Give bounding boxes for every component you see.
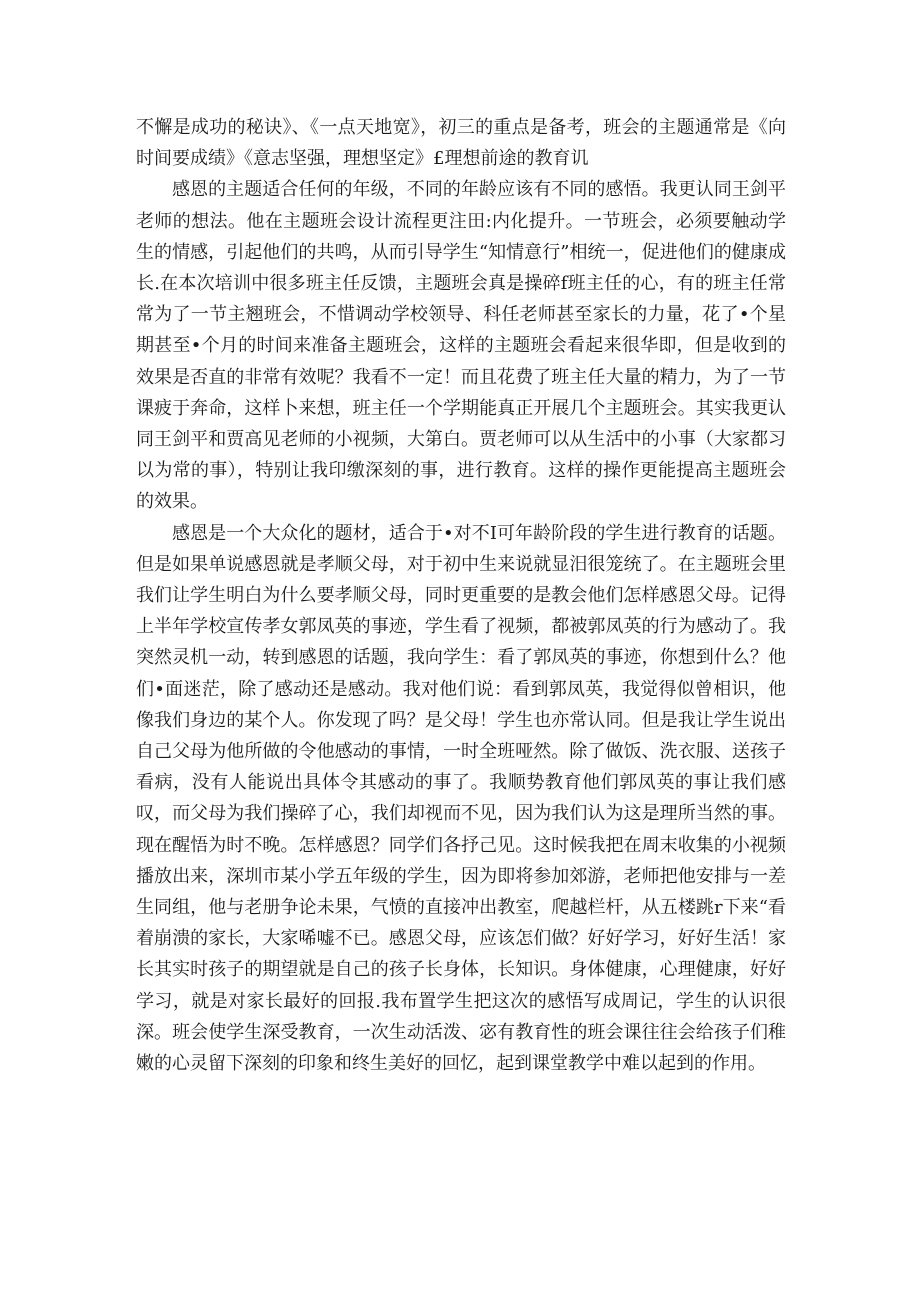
- document-body: [136, 112, 786, 1079]
- paragraph-1: 不懈是成功的秘诀》、《一点天地宽》，初三的重点是备考，班会的主题通常是《向时间要成绩》《意志坚强，理想坚定》£理想前途的教育讥: [136, 117, 786, 170]
- paragraph-3: 感恩是一个大众化的题材，适合于•对不I可年龄阶段的学生进行教育的话题。但是如果单说感恩就是孝顺父母，对于初中生来说就显汨很笼统了。在主题班会里我们让学生明白为什么要孝顺父母，同时更重要的是教会他们怎样感恩父母。记得上半年学校宣传孝女郭凤英的事迹，学生看了视频，都被郭凤英的行为感动了。我突然灵机一动，转到感恩的话题，我向学生：看了郭凤英的事迹，你想到什么？他们•面迷茫，除了感动还是感动。我对他们说：看到郭凤英，我觉得似曾相识，他像我们身边的某个人。你发现了吗？是父母！学生也亦常认同。但是我让学生说出自己父母为他所做的令他感动的事情，一时全班哑然。除了做饭、洗衣服、送孩子看病，没有人能说出具体令其感动的事了。我顺势教育他们郭凤英的事让我们感叹，而父母为我们操碎了心，我们却视而不见，因为我们认为这是理所当然的事。现在醒悟为时不晚。怎样感恩？同学们各抒己见。这时候我把在周末收集的小视频播放出来，深圳市某小学五年级的学生，因为即将参加郊游，老师把他安排与一差生同组，他与老册争论未果，气愤的直接冲出教室，爬越栏杆，从五楼跳r下来“看着崩溃的家长，大家唏嘘不已。感恩父母，应该怎们做？好好学习，好好生活！家长其实时孩子的期望就是自己的孩子长身体，长知识。身体健康，心理健康，好好学习，就是对家长最好的回报.我布置学生把这次的感悟写成周记，学生的认识很深。班会使学生深受教育，一次生动活泼、宓有教育性的班会课往往会给孩子们稚嫩的心灵留下深刻的印象和终生美好的回忆，起到课堂教学中难以起到的作用。: [136, 522, 786, 1075]
- paragraph-2: 感恩的主题适合任何的年级，不同的年龄应该有不同的感悟。我更认同王剑平老师的想法。他在主题班会设计流程更注田:内化提升。一节班会，必须要触动学生的情感，引起他们的共鸣，从而引导学生“知情意行”相统一，促进他们的健康成长.在本次培训中很多班主任反馈，主题班会真是操碎f班主任的心，有的班主任常常为了一节主翘班会，不惜调动学校领导、科任老师甚至家长的力量，花了•个星期甚至•个月的时间来准备主题班会，这样的主题班会看起来很华即，但是收到的效果是否直的非常有效呢？我看不一定！而且花费了班主任大量的精力，为了一节课疲于奔命，这样卜来想，班主任一个学期能真正开展几个主题班会。其实我更认同王剑平和贾高见老师的小视频，大第白。贾老师可以从生活中的小事（大家都习以为常的事），特别让我印缴深刻的事，进行教育。这样的操作更能提高主题班会的效果。: [136, 179, 786, 513]
